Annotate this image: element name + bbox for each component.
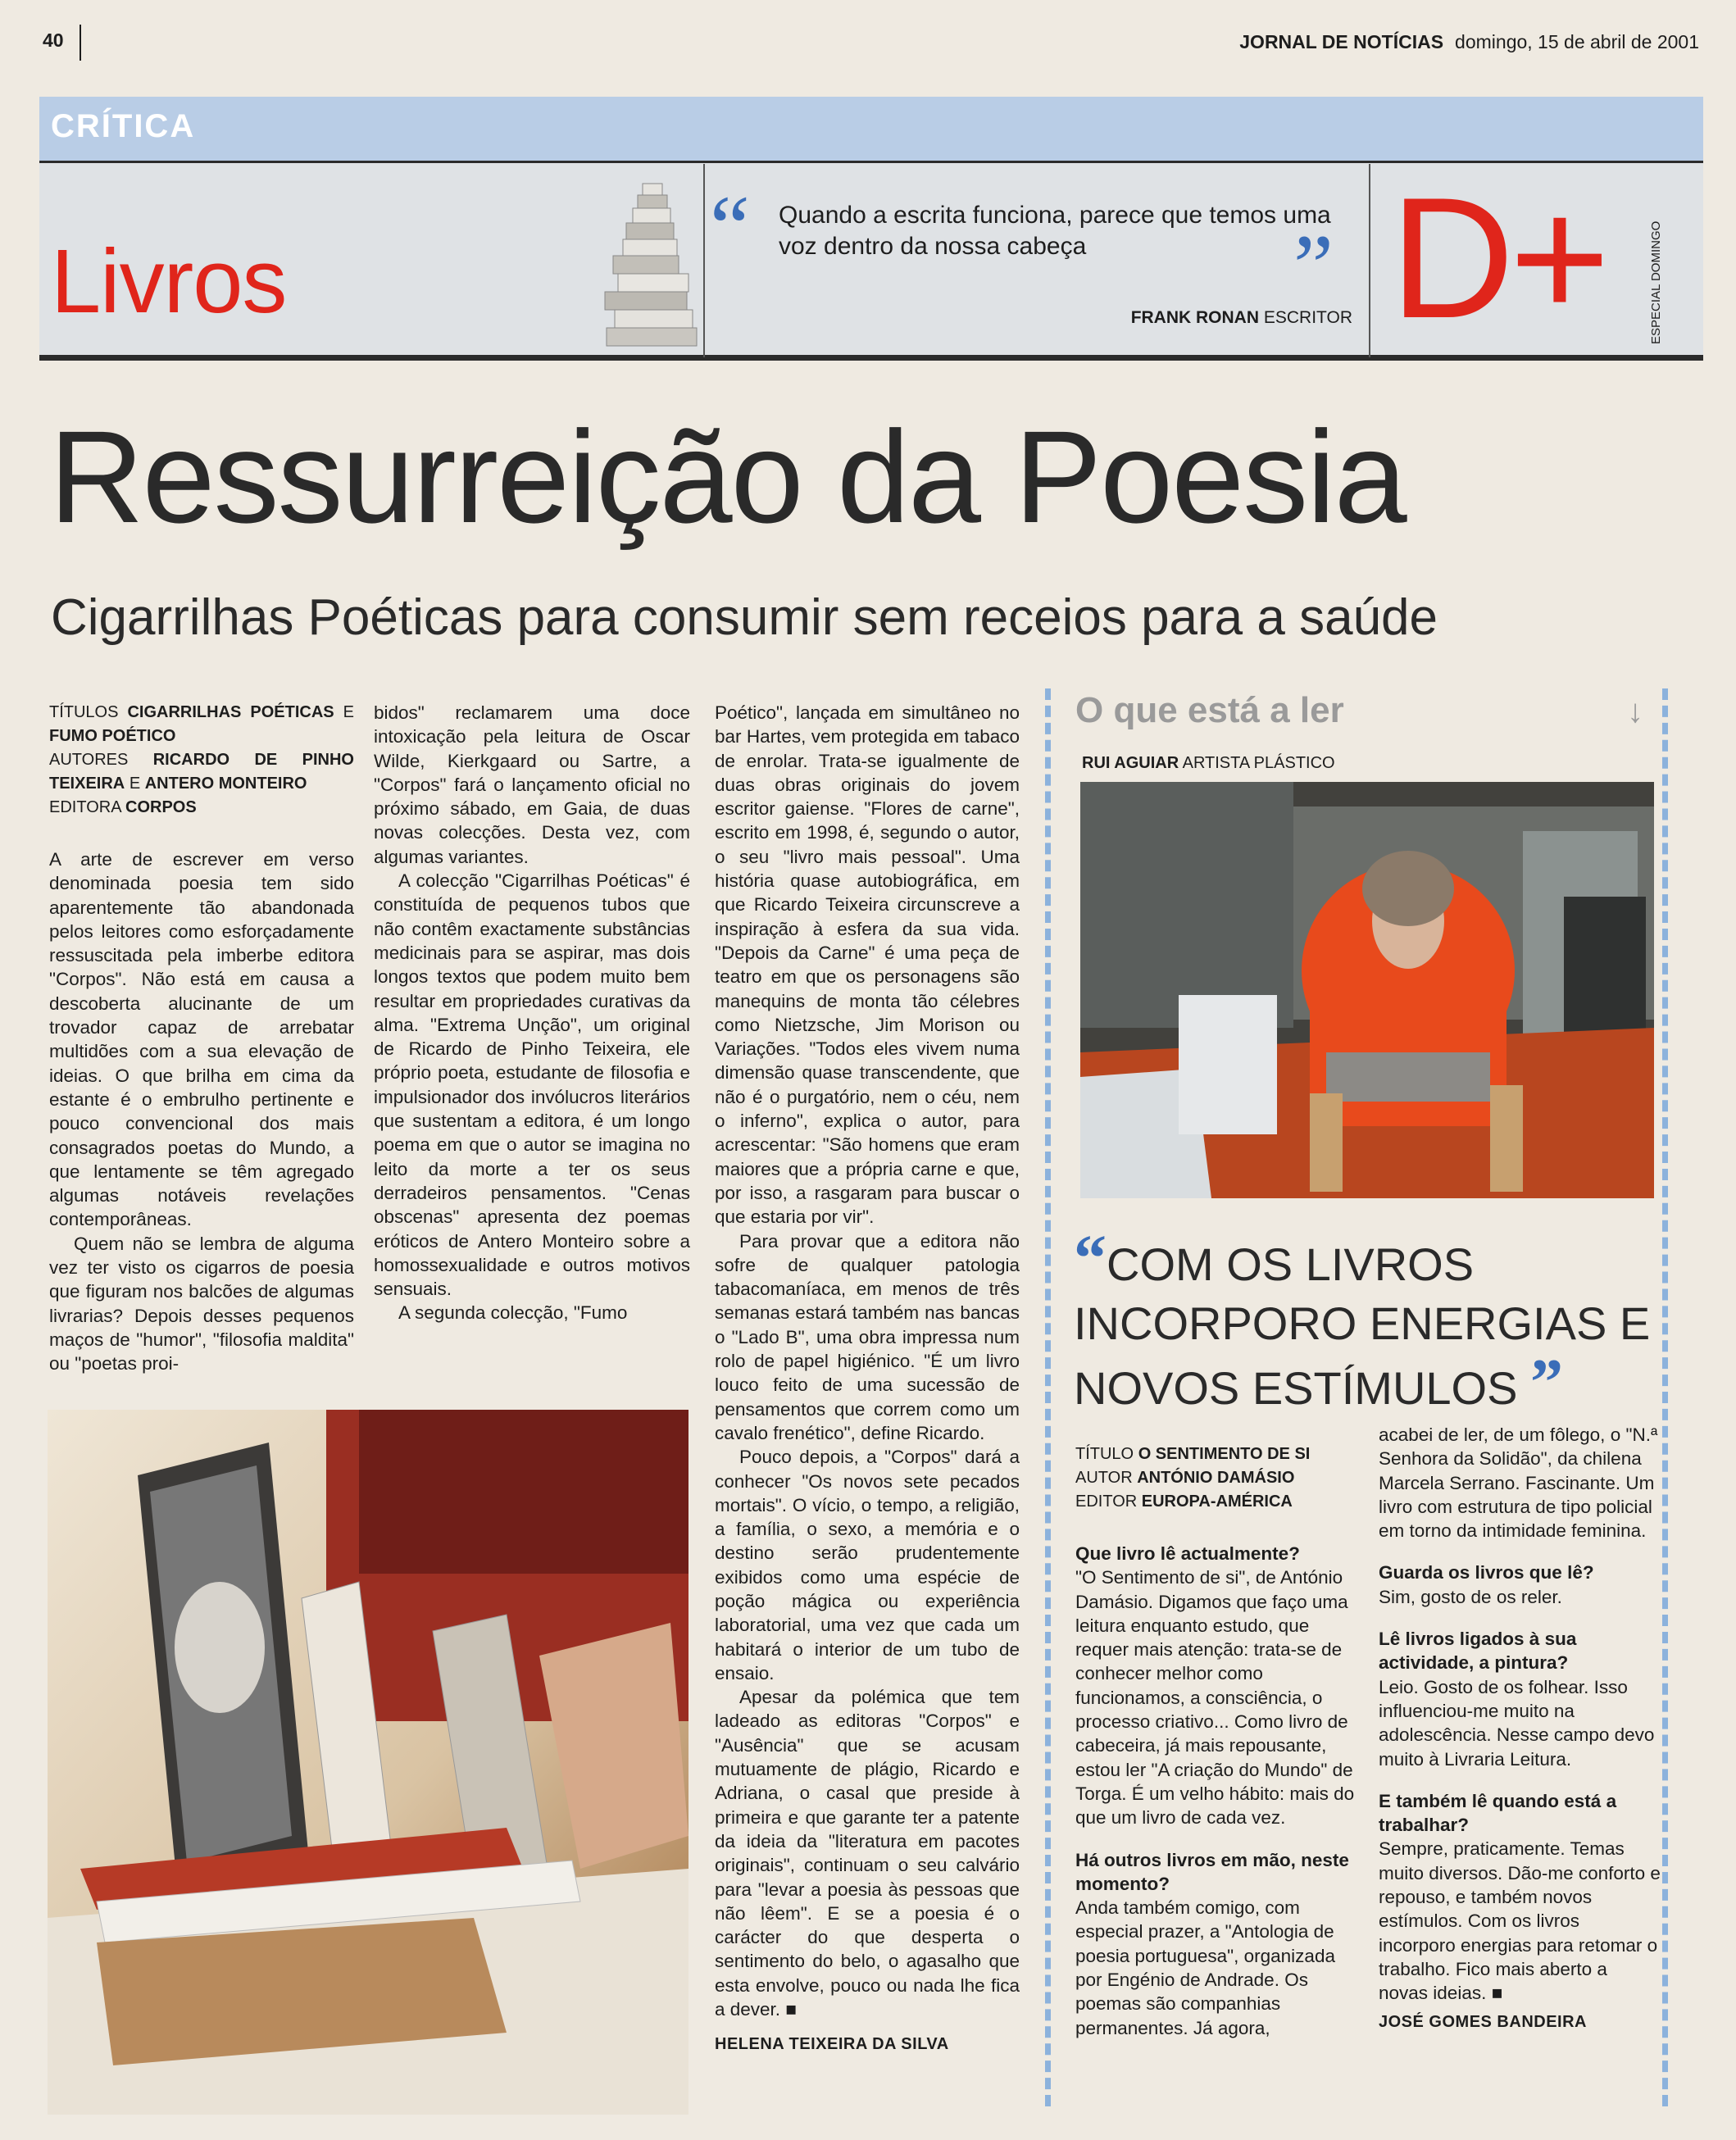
meta-joiner: E [129,775,141,793]
book-author: ANTÓNIO DAMÁSIO [1137,1469,1295,1487]
book-title: O SENTIMENTO DE SI [1138,1445,1311,1463]
arrow-down-icon: ↓ [1627,693,1643,729]
pull-quote-text: COM OS LIVROS INCORPORO ENERGIAS E NOVOS ESTÍMULOS [1074,1238,1651,1414]
interviewee-photo [1080,782,1654,1198]
article-byline: HELENA TEIXEIRA DA SILVA [715,2035,949,2054]
interview-question: Que livro lê actualmente? [1075,1543,1300,1564]
book-publisher: EUROPA-AMÉRICA [1141,1493,1293,1511]
book-title: CIGARRILHAS POÉTICAS [127,703,334,721]
book-author: RICARDO DE PINHO TEIXEIRA [49,751,354,793]
section-label: CRÍTICA [51,108,196,144]
interview-answer: acabei de ler, de um fôlego, o "N.ª Senhora da Solidão", da chilena Marcela Serrano. Fascinante. Um livro com estrutura de tipo policial em torno da intimidade feminina. [1379,1424,1658,1542]
quote-close-mark: ” [1530,1347,1563,1419]
book-publisher: CORPOS [125,798,197,816]
interviewee-role: ARTISTA PLÁSTICO [1182,754,1335,772]
section-title: Livros [51,231,287,332]
paragraph: A arte de escrever em verso denominada poesia tem sido aparentemente tão abandonada pelos leitores como esforçadamente ressuscitada pela imberbe editora "Corpos". Não está em causa a descoberta alucinante de um trovador capaz de arrebatar multidões com a sua elevação de ideias. O que brilha em cima da estante é o embrulho pertinente e pouco convencional dos mais consagrados poetas do Mundo, a que lentamente se têm agregado algumas notáveis revelações contemporâneas. [49,849,354,1230]
book-metadata [1075,1443,1356,1514]
quote-author-role: ESCRITOR [1263,308,1352,327]
quote-attribution [1066,308,1352,328]
quote-author-name: FRANK RONAN [1130,308,1260,327]
meta-label: TÍTULOS [49,703,119,721]
article-column-1 [49,701,354,1376]
meta-label: AUTOR [1075,1469,1133,1487]
supplement-label: ESPECIAL DOMINGO [1649,220,1663,344]
supplement-logo: D+ [1390,161,1606,354]
meta-joiner: E [343,703,355,721]
sidebar-column-2 [1379,1423,1661,2034]
interview-answer: Sempre, praticamente. Temas muito diversos. Dão-me conforto e repouso, e também novos estímulos. Com os livros incorporo energias para retomar o trabalho. Fico mais aberto a novas ideias. ■ [1379,1838,1661,2004]
meta-label: AUTORES [49,751,129,769]
interview-answer: Leio. Gosto de os folhear. Isso influenciou-me muito na adolescência. Nesse campo devo muito à Livraria Leitura. [1379,1676,1655,1770]
section-bar [39,97,1703,161]
folio-divider [80,25,81,61]
quote-open-mark: “ [1074,1223,1107,1295]
interview-question: Guarda os livros que lê? [1379,1562,1594,1583]
sidebar-title: O que está a ler [1075,690,1344,730]
header-divider [1369,164,1370,357]
meta-label: EDITOR [1075,1493,1138,1511]
interview-question: Há outros livros em mão, neste momento? [1075,1849,1349,1894]
pull-quote [1074,1223,1664,1419]
paragraph: bidos" reclamarem uma doce intoxicação pela leitura de Oscar Wilde, Kierkgaard ou Sartre, a "Corpos" fará o lançamento oficial no próximo sábado, em Gaia, de duas novas colecções. Desta vez, com algumas variantes. [374,702,690,867]
sidebar-column-1 [1075,1443,1356,2040]
page-number: 40 [43,30,64,51]
books-stack-icon [590,172,705,352]
interview-question: Lê livros ligados à sua actividade, a pintura? [1379,1629,1577,1674]
paragraph: Quem não se lembra de alguma vez ter visto os cigarros de poesia que figuram nos balcões de algumas livrarias? Depois desses pequenos maços de "humor", "filosofia maldita" ou "poetas proi- [49,1233,354,1374]
paragraph: Pouco depois, a "Corpos" dará a conhecer "Os novos sete pecados mortais". O vício, o tempo, a religião, a família, o sexo, a memória e o destino serão prudentemente exibidos como uma espécie de poção mágica ou experiência laboratorial, uma vez que cada um habitará o interior de um tubo de ensaio. [715,1447,1020,1683]
meta-label: EDITORA [49,798,121,816]
interviewee [1082,754,1335,773]
book-title: FUMO POÉTICO [49,727,176,745]
quote-close-mark: ” [1293,216,1334,316]
interview-answer: "O Sentimento de si", de António Damásio. Digamos que faço uma leitura enquanto estudo, que requer mais atenção: trata-se de conhecer melhor como funcionamos, a consciência, o processo criativo... Como livro de cabeceira, já mais repousante, estou ler "A criação do Mundo" de Torga. É um velho hábito: mais do que um livro de cada vez. [1075,1567,1355,1829]
meta-label: TÍTULO [1075,1445,1134,1463]
book-metadata [49,701,354,820]
interview-question: E também lê quando está a trabalhar? [1379,1790,1617,1836]
interviewee-name: RUI AGUIAR [1082,754,1179,772]
headline: Ressurreição da Poesia [49,403,1406,550]
book-author: ANTERO MONTEIRO [144,775,307,793]
quote-open-mark: “ [710,177,750,277]
subheadline: Cigarrilhas Poéticas para consumir sem receios para a saúde [51,589,1438,646]
article-column-2 [374,701,690,1325]
interview-answer: Anda também comigo, com especial prazer, a "Antologia de poesia portuguesa", organizada por Engénio de Andrade. Os poemas são companhias permanentes. Já agora, [1075,1897,1335,2038]
interview-answer: Sim, gosto de os reler. [1379,1586,1562,1607]
paragraph: Para provar que a editora não sofre de qualquer patologia tabacomaníaca, em menos de três semanas estará também nas bancas o "Lado B", uma obra impressa num rolo de papel higiénico. "É um livro louco feito de uma sucessão de pensamentos que correm como um cavalo frenético", define Ricardo. [715,1230,1020,1443]
folio-header [1239,31,1699,53]
newspaper-name: JORNAL DE NOTÍCIAS [1239,31,1444,52]
sidebar-byline: JOSÉ GOMES BANDEIRA [1379,2012,1587,2031]
header-quote: Quando a escrita funciona, parece que temos uma voz dentro da nossa cabeça [779,202,1331,260]
cigarillo-packs-photo [48,1410,688,2115]
paragraph: Poético", lançada em simultâneo no bar Hartes, vem protegida em tabaco de enrolar. Trata-se igualmente de duas obras originais do jovem escritor gaiense. "Flores de carne", escrito em 1998, é, segundo o autor, o seu "livro mais pessoal". Uma história quase autobiográfica, em que Ricardo Teixeira circunscreve a inspiração à esfera da sua vida. "Depois da Carne" é uma peça de teatro em que os personagens são manequins de monta tão célebres como Nietzsche, Jim Morison ou Variações. "Todos eles vivem numa dimensão quase transcendente, que não é o purgatório, nem o céu, nem o inferno", explica o autor, para acrescentar: "São homens que eram maiores que a própria carne e que, por isso, a rasgaram para buscar o que estaria por vir". [715,702,1020,1228]
article-column-3 [715,701,1020,2057]
publication-date: domingo, 15 de abril de 2001 [1455,31,1699,52]
paragraph: A segunda colecção, "Fumo [398,1302,628,1324]
paragraph: A colecção "Cigarrilhas Poéticas" é constituída de pequenos tubos que não contêm exactamente substâncias medicinais para se aspirar, mas dois longos textos que podem muito bem resultar em propriedades curativas da alma. "Extrema Unção", um original de Ricardo de Pinho Teixeira, ele próprio poeta, estudante de filosofia e impulsionador dos invólucros literários que sustentam a editora, é um longo poema em que o autor se imagina no leito da morte a ter os seus derradeiros pensamentos. "Cenas obscenas" apresenta dez poemas eróticos de Antero Monteiro sobre a homossexualidade e outros motivos sensuais. [374,870,690,1300]
paragraph: Apesar da polémica que tem ladeado as editoras "Corpos" e "Ausência" que se acusam mutuamente de plágio, Ricardo e Adriana, o casal que preside à primeira e que garante ter a patente da ideia da "literatura em pacotes originais", continuam o seu calvário para "levar a poesia às pessoas que não lêem". E se a poesia é o carácter do que desperta o sentimento do belo, o agasalho que esta envolve, pouco ou nada lhe fica a dever. ■ [715,1687,1020,2020]
